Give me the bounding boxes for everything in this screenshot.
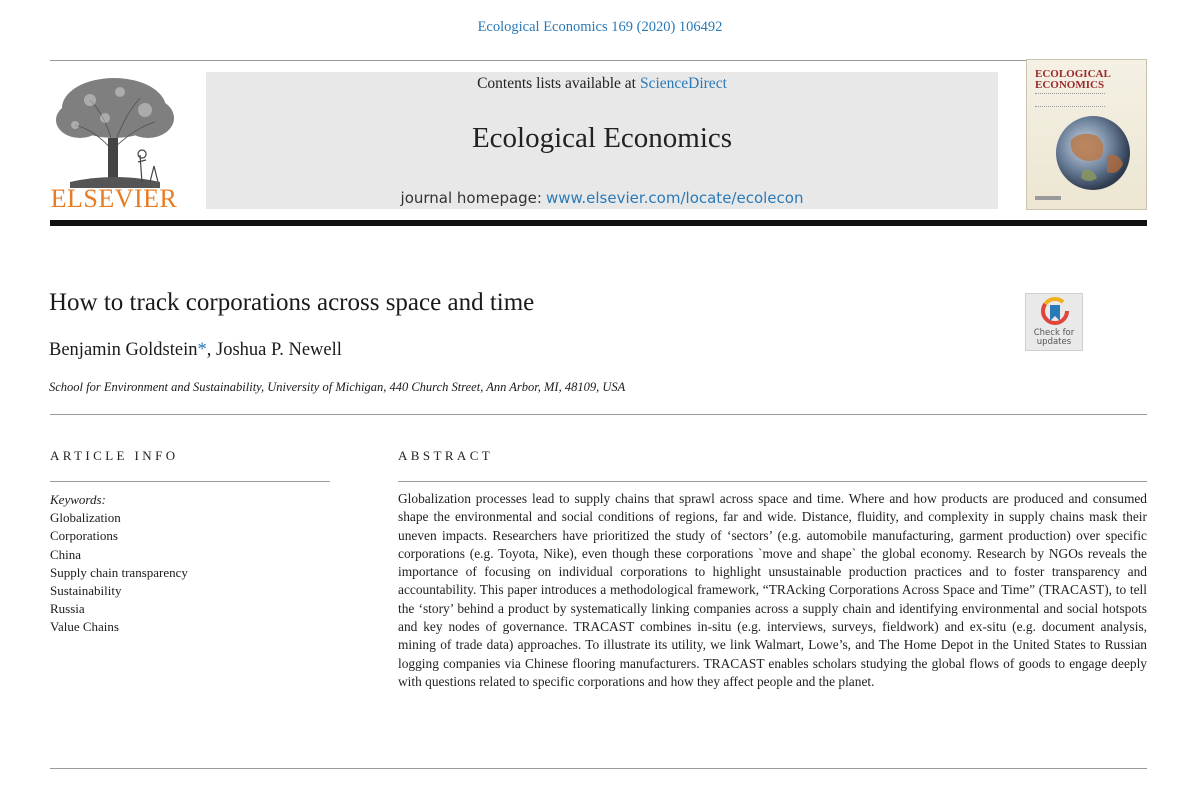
keyword-item: Russia — [50, 601, 85, 617]
homepage-line — [206, 189, 998, 207]
author-list — [49, 340, 342, 361]
homepage-prefix: journal homepage: — [400, 189, 542, 207]
author-separator: , — [206, 340, 216, 360]
elsevier-wordmark[interactable]: ELSEVIER — [50, 184, 178, 213]
keyword-item: Supply chain transparency — [50, 564, 188, 580]
abstract-text: Globalization processes lead to supply chains that sprawl across space and time. Where and how products are produced and consumed shape the environmental and social conditions of regions, far and wide. Distance, fluidity, and complexity in supply chains mask their uneven impacts. Researchers have prioritized the study of ‘sectors’ (e.g. automobile manufacturing, garment production) over specific corporations (e.g. Toyota, Nike), even though these corporations `move and shape` the global economy. Research by NGOs reveals the importance of focusing on individual corporations to highlight unsustainable production practices and to foster transparency and accountability. This paper introduces a methodological framework, “TRAcking Corporations Across Space and Time” (TRACAST), to tell the ‘story’ behind a product by systematically linking companies across a supply chain and identifying environmental and social hotspots and key nodes of governance. TRACAST combines in-situ (e.g. interviews, surveys, fieldwork) and ex-situ (e.g. document analysis, mining of trade data) approaches. To illustrate its utility, we link Walmart, Lowe’s, and The Home Depot in the United States to Russian logging companies via Chinese flooring manufacturers. TRACAST enables scholars studying the global flows of goods to engage deeply with questions related to specific corporations and how they affect people and the planet. — [398, 491, 1147, 689]
keyword-item: Sustainability — [50, 583, 122, 599]
globe-icon — [1027, 60, 1147, 210]
contents-line — [206, 75, 998, 93]
keyword-item: China — [50, 546, 82, 562]
journal-citation[interactable]: Ecological Economics 169 (2020) 106492 — [477, 19, 723, 35]
sciencedirect-link[interactable]: ScienceDirect — [639, 75, 727, 92]
cover-title: ECOLOGICAL ECONOMICS — [1035, 68, 1111, 91]
keyword-item: Corporations — [50, 528, 118, 544]
homepage-link[interactable]: www.elsevier.com/locate/ecolecon — [545, 189, 804, 207]
article-info-divider — [50, 481, 330, 482]
corresponding-author-mark[interactable]: * — [197, 340, 207, 360]
keyword-item: Value Chains — [50, 619, 119, 635]
journal-name: Ecological Economics — [471, 122, 733, 154]
keywords-label: Keywords: — [50, 492, 106, 507]
top-divider — [50, 60, 1147, 61]
check-for-updates-label: Check for updates — [1033, 328, 1075, 347]
article-title: How to track corporations across space and time — [49, 289, 535, 316]
section-divider — [50, 414, 1147, 415]
bookmark-update-icon — [1041, 297, 1069, 327]
author-name[interactable]: Benjamin Goldstein — [49, 340, 198, 360]
contents-prefix: Contents lists available at — [477, 75, 636, 92]
check-for-updates-button[interactable] — [1025, 293, 1083, 351]
keyword-item: Globalization — [50, 510, 121, 526]
article-info-heading: ARTICLE INFO — [50, 448, 179, 463]
journal-banner — [206, 72, 998, 209]
header-thick-divider — [50, 220, 1147, 226]
author-name[interactable]: Joshua P. Newell — [216, 340, 342, 360]
keywords-block — [50, 491, 188, 637]
abstract-heading: ABSTRACT — [398, 448, 494, 463]
journal-cover-thumbnail[interactable] — [1026, 59, 1147, 210]
author-affiliation: School for Environment and Sustainability, University of Michigan, 440 Church Street, Ann Arbor, MI, 48109, USA — [49, 380, 626, 394]
abstract-divider — [398, 481, 1147, 482]
bottom-divider — [50, 768, 1147, 769]
